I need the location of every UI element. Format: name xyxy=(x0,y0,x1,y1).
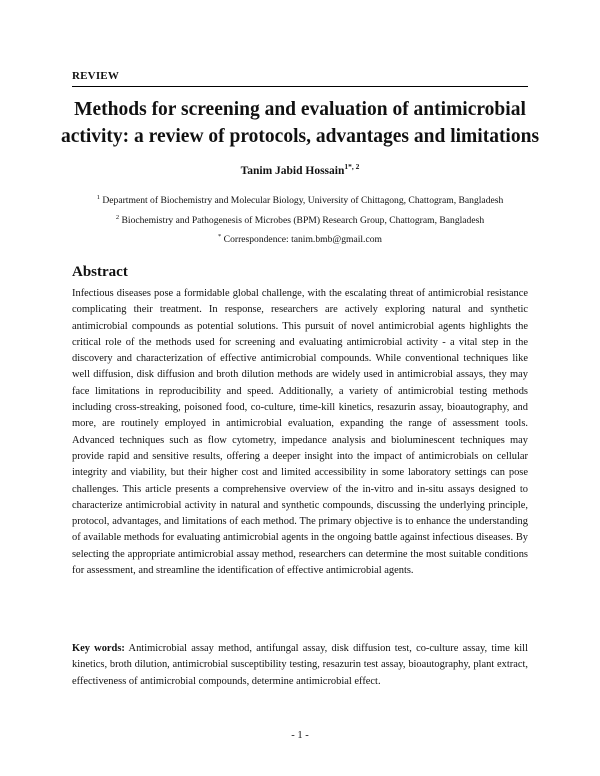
affiliation-2 xyxy=(40,209,560,229)
keywords-label: Key words: xyxy=(72,643,125,654)
author-name: Tanim Jabid Hossain xyxy=(240,164,345,177)
affiliations xyxy=(40,189,560,229)
correspondence-text: Correspondence: tanim.bmb@gmail.com xyxy=(223,234,382,246)
title-line-1: Methods for screening and evaluation of antimicrobial xyxy=(74,99,526,120)
abstract-body: Infectious diseases pose a formidable global challenge, with the escalating threat of antimicrobial resistance complicating their treatment. In response, researchers are actively exploring natural and synthetic antimicrobial compounds as potential solutions. This pursuit of novel antimicrobial agents highlights the critical role of the methods used for screening and evaluating antimicrobial activity - a vital step in the discovery and characterization of effective antimicrobial compounds. While conventional techniques like well diffusion, disk diffusion and broth dilution methods are widely used in antimicrobial assays, they may face limitations in reproducibility and speed. Additionally, a variety of antimicrobial testing methods including cross-streaking, poisoned food, co-culture, time-kill kinetics, resazurin assay, bioautography, and more, are routinely employed in antimicrobial evaluation, expanding the range of assessment tools. Advanced techniques such as flow cytometry, impedance analysis and bioluminescent techniques may provide rapid and sensitive results, offering a deeper insight into the impact of antimicrobials on cellular integrity and viability, but their higher cost and limited accessibility in some laboratory settings can pose challenges. This article presents a comprehensive overview of the in-vitro and in-situ assays designed to characterize antimicrobial activity in natural and synthetic compounds, discussing the underlying principle, protocol, advantages, and limitations of each method. The primary objective is to enhance the understanding of available methods for evaluating antimicrobial agents in the ongoing battle against infectious diseases. By selecting the appropriate antimicrobial assay method, researchers can determine the most suitable conditions for assessment, and streamline the identification of effective antimicrobial agents. xyxy=(72,288,528,577)
paper-title xyxy=(60,96,540,150)
title-line-2: activity: a review of protocols, advantages and limitations xyxy=(60,126,540,147)
correspondence-mark: * xyxy=(218,233,222,240)
affiliation-mark: 1 xyxy=(96,194,100,201)
author-line xyxy=(60,162,540,177)
affiliation-text: Biochemistry and Pathogenesis of Microbes (BPM) Research Group, Chattogram, Bangladesh xyxy=(121,215,485,227)
correspondence xyxy=(60,233,540,245)
keywords-text: Antimicrobial assay method, antifungal assay, disk diffusion test, co-culture assay, time kill kinetics, broth dilution, antimicrobial susceptibility testing, resazurin test assay, bioautography, plant extract, effectiveness of antimicrobial compounds, determine antimicrobial effect. xyxy=(72,643,528,687)
affiliation-text: Department of Biochemistry and Molecular Biology, University of Chittagong, Chattogram, Bangladesh xyxy=(102,195,504,207)
header-rule xyxy=(72,86,528,87)
affiliation-1 xyxy=(40,189,560,209)
abstract-heading: Abstract xyxy=(72,264,128,280)
keywords xyxy=(72,641,528,690)
author-affiliation-marks: 1*, 2 xyxy=(344,162,360,171)
section-label: REVIEW xyxy=(72,70,120,82)
affiliation-mark: 2 xyxy=(115,214,120,222)
page-number: - 1 - xyxy=(291,730,309,741)
